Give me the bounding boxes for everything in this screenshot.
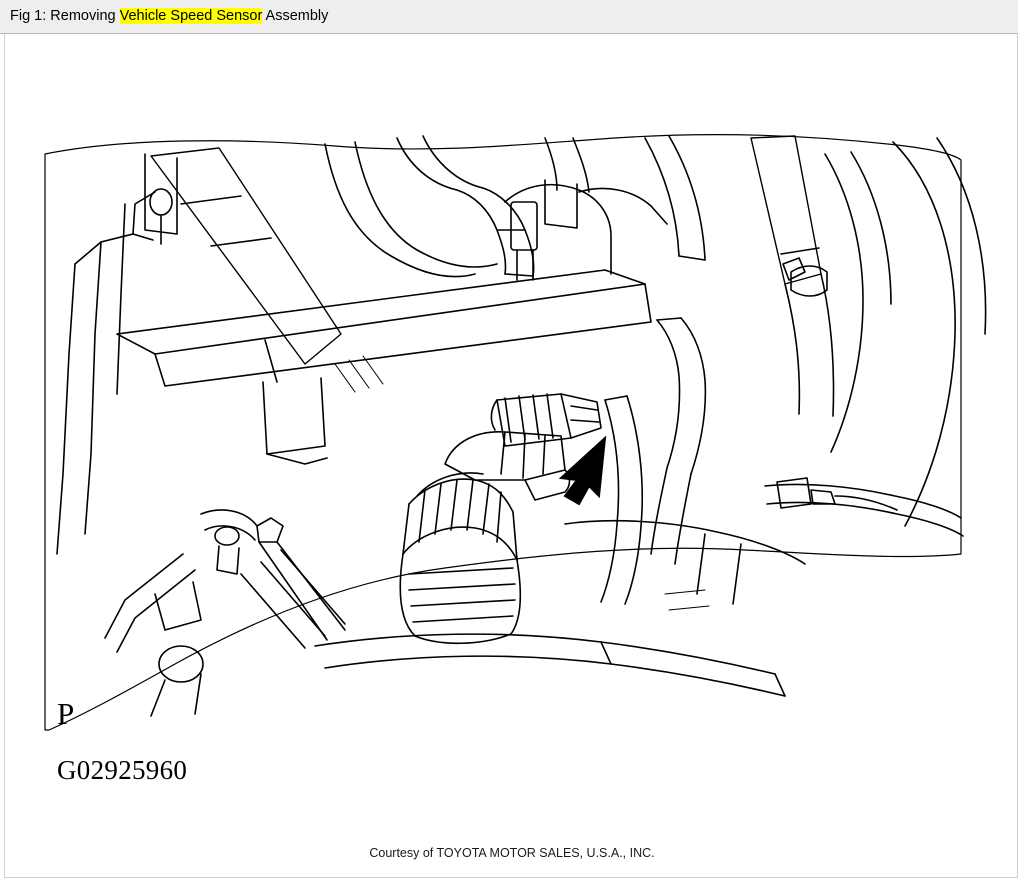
- illustration-svg: [5, 34, 1019, 734]
- engine-compartment-illustration: [5, 34, 1019, 734]
- document-content-frame: [4, 34, 1018, 878]
- caption-suffix: Assembly: [262, 8, 329, 25]
- page-bottom-margin: [0, 878, 1022, 882]
- caption-highlight-term: Vehicle Speed Sensor: [119, 8, 263, 25]
- callout-arrow-icon: [561, 438, 605, 504]
- figure-caption-bar: [0, 0, 1022, 34]
- figure-code-label: G02925960: [57, 755, 188, 785]
- part-letter-label: P: [57, 696, 75, 731]
- caption-prefix: Fig 1: Removing: [10, 8, 120, 25]
- figure-caption: [10, 9, 328, 24]
- courtesy-notice: Courtesy of TOYOTA MOTOR SALES, U.S.A., INC.: [369, 846, 655, 860]
- page-right-margin: [1018, 0, 1022, 882]
